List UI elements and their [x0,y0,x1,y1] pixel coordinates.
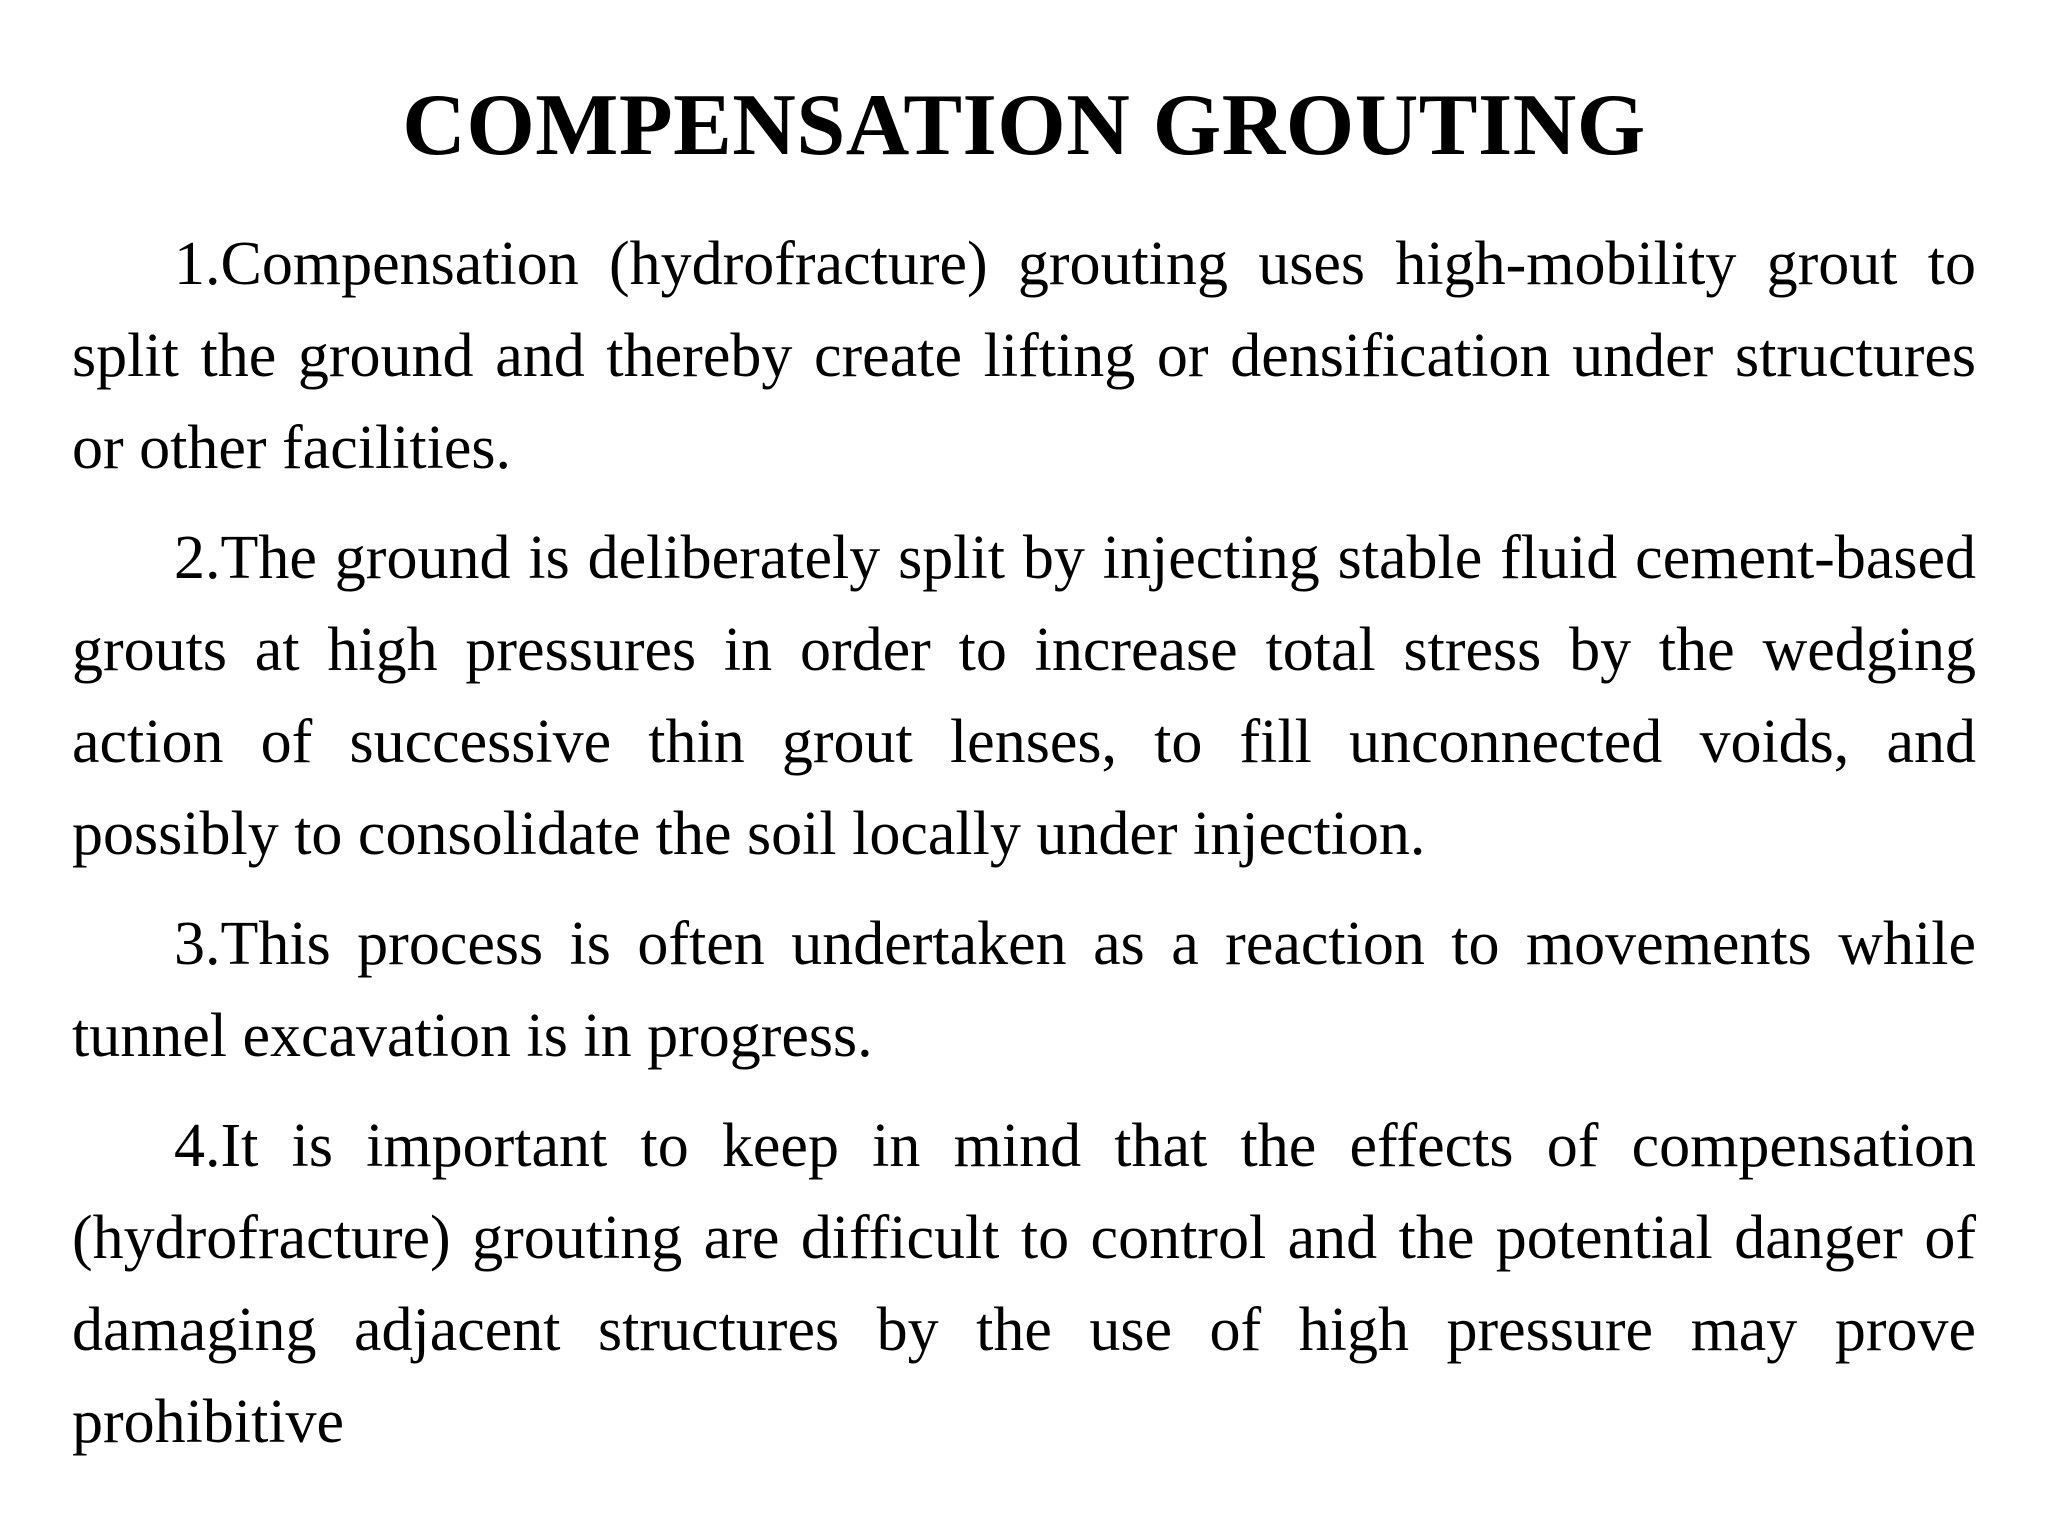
paragraph-3: 3.This process is often undertaken as a reaction to movements while tunnel excavation is in progress. [72,910,1976,1070]
paragraph-2: 2.The ground is deliberately split by injecting stable fluid cement-based grouts at high pressures in order to increase total stress by the wedging action of successive thin grout lenses, to fill unconnected voids, and possibly to consolidate the soil locally under injection. [72,524,1976,868]
paragraph-4: 4.It is important to keep in mind that the effects of compensation (hydrofracture) grouting are difficult to control and the potential danger of damaging adjacent structures by the use of high pressure may prove prohibitive [72,1112,1976,1456]
paragraph-1: 1.Compensation (hydrofracture) grouting uses high-mobility grout to split the ground and thereby create lifting or densification under structures or other facilities. [72,230,1976,482]
page-title: COMPENSATION GROUTING [402,77,1646,174]
